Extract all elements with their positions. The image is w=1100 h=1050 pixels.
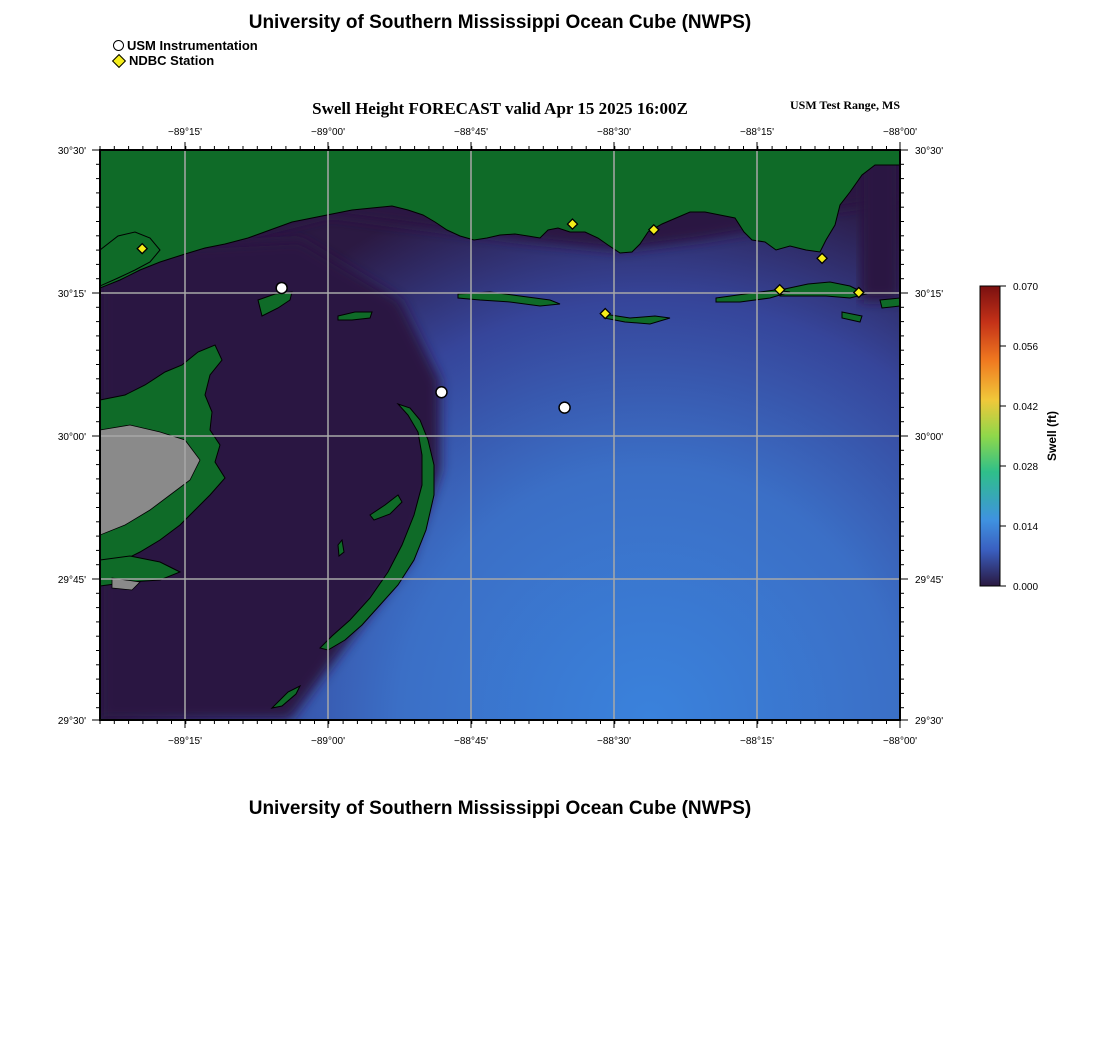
lon-tick-bottom-6: −88°00'	[883, 736, 917, 747]
legend-usm-label: USM Instrumentation	[127, 38, 258, 53]
colorbar-tick-2: 0.056	[1013, 342, 1039, 353]
region-label: USM Test Range, MS	[789, 98, 900, 112]
islet-far-east	[880, 298, 900, 308]
legend-ndbc-label: NDBC Station	[129, 53, 215, 68]
lat-tick-right-2: 30°15'	[915, 289, 944, 300]
colorbar-tick-1: 0.070	[1013, 282, 1039, 293]
colorbar-tick-5: 0.014	[1013, 522, 1039, 533]
lon-tick-bottom-4: −88°30'	[597, 736, 631, 747]
lon-tick-bottom-5: −88°15'	[740, 736, 774, 747]
lat-tick-right-4: 29°45'	[915, 575, 944, 586]
lon-tick-top-5: −88°15'	[740, 127, 774, 138]
lat-tick-left-1: 30°30'	[57, 146, 86, 157]
lat-tick-left-2: 30°15'	[57, 289, 86, 300]
map-subtitle: Swell Height FORECAST valid Apr 15 2025 16:00Z	[312, 99, 688, 118]
colorbar-tick-6: 0.000	[1013, 582, 1039, 593]
lat-tick-left-5: 29°30'	[57, 716, 86, 727]
map-area	[100, 150, 900, 720]
lat-tick-right-3: 30°00'	[915, 432, 944, 443]
lon-tick-top-4: −88°30'	[597, 127, 631, 138]
colorbar-tick-4: 0.028	[1013, 462, 1039, 473]
colorbar-ramp	[980, 286, 1000, 586]
lon-tick-bottom-1: −89°15'	[168, 736, 202, 747]
lon-tick-top-6: −88°00'	[883, 127, 917, 138]
lat-tick-left-3: 30°00'	[57, 432, 86, 443]
colorbar	[980, 282, 1059, 593]
usm-instrument-marker	[276, 282, 287, 293]
lon-tick-top-2: −89°00'	[311, 127, 345, 138]
usm-instrument-marker	[559, 402, 570, 413]
footer-title: University of Southern Mississippi Ocean Cube (NWPS)	[248, 798, 752, 819]
lon-tick-bottom-2: −89°00'	[311, 736, 345, 747]
lat-tick-right-1: 30°30'	[915, 146, 944, 157]
colorbar-label: Swell (ft)	[1045, 411, 1059, 461]
lat-tick-right-5: 29°30'	[915, 716, 944, 727]
lon-tick-top-1: −89°15'	[168, 127, 202, 138]
lon-tick-top-3: −88°45'	[454, 127, 488, 138]
colorbar-tick-3: 0.042	[1013, 402, 1039, 413]
lat-tick-left-4: 29°45'	[57, 575, 86, 586]
usm-instrument-marker	[436, 387, 447, 398]
header-title: University of Southern Mississippi Ocean Cube (NWPS)	[248, 12, 752, 33]
lon-tick-bottom-3: −88°45'	[454, 736, 488, 747]
